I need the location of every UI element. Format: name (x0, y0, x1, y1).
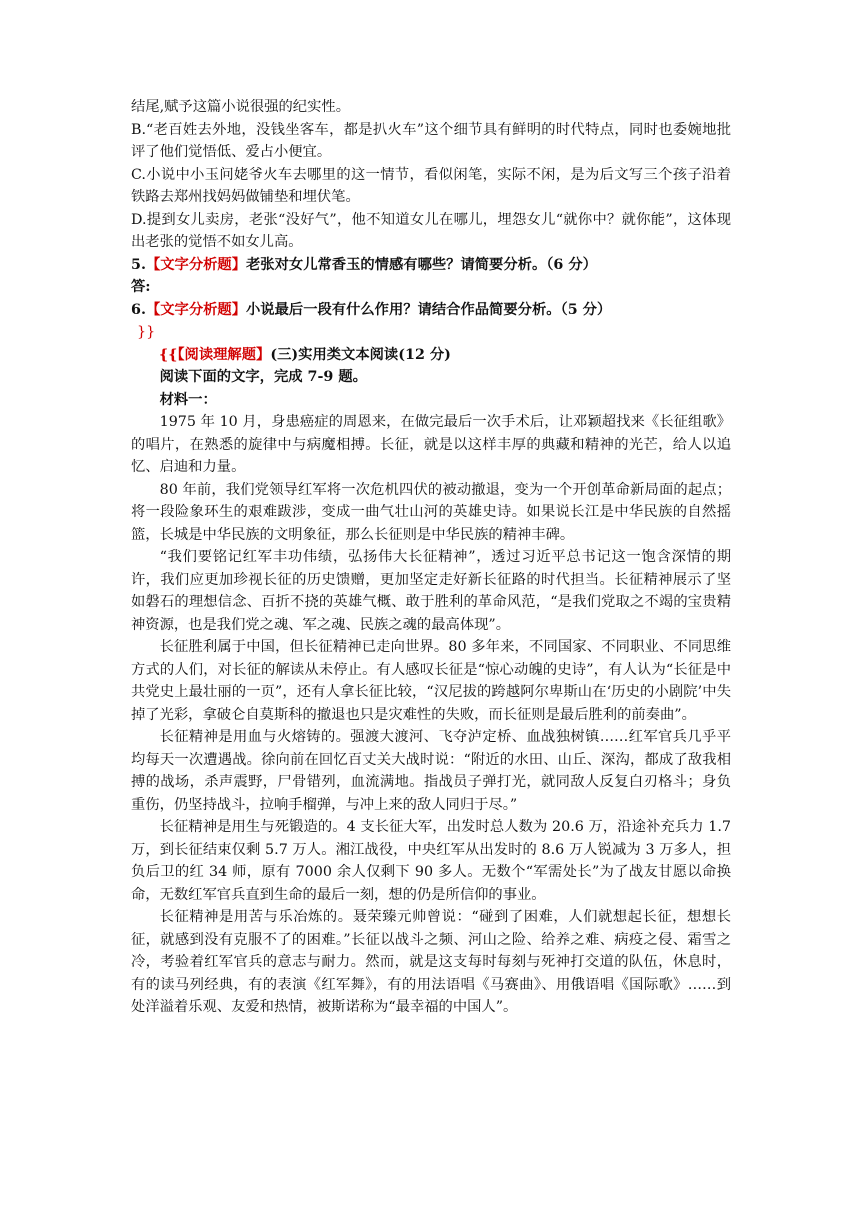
option-b: B.“老百姓去外地，没钱坐客车，都是扒火车”这个细节具有鲜明的时代特点，同时也委婉地批评了他们觉悟低、爱占小便宜。 (131, 121, 731, 160)
section-tag: 【阅读理解题】 (177, 346, 271, 363)
question-5-text: 老张对女儿常香玉的情感有哪些？请简要分析。（6 分） (246, 256, 597, 273)
question-5-number: 5. (131, 256, 146, 273)
option-c: C.小说中小玉问姥爷火车去哪里的这一情节，看似闲笔，实际不闲，是为后文写三个孩子沿着铁路去郑州找妈妈做铺垫和埋伏笔。 (131, 166, 731, 205)
question-6-text: 小说最后一段有什么作用？请结合作品简要分析。（5 分） (246, 301, 612, 318)
option-d: D.提到女儿卖房，老张“没好气”，他不知道女儿在哪儿，埋怨女儿“就你中？就你能”，这体现出老张的觉悟不如女儿高。 (131, 211, 731, 250)
paragraph-3: “我们要铭记红军丰功伟绩，弘扬伟大长征精神”，透过习近平总书记这一饱含深情的期许，我们应更加珍视长征的历史馈赠，更加坚定走好新长征路的时代担当。长征精神展示了坚如磐石的理想信念、百折不挠的英雄气概、敢于胜利的革命风范，“是我们党取之不竭的宝贵精神资源，也是我们党之魂、军之魂、民族之魂的最高体现”。 (131, 549, 731, 633)
section-heading (131, 344, 731, 367)
question-6 (131, 299, 731, 322)
paragraph-2: 80 年前，我们党领导红军将一次危机四伏的被动撤退，变为一个开创革命新局面的起点；将一段险象环生的艰难跋涉，变成一曲气壮山河的英雄史诗。如果说长江是中华民族的自然摇篮，长城是中华民族的文明象征，那么长征则是中华民族的精神丰碑。 (131, 481, 731, 543)
paragraph-7: 长征精神是用苦与乐冶炼的。聂荣臻元帅曾说：“碰到了困难，人们就想起长征，想想长征，就感到没有克服不了的困难。”长征以战斗之频、河山之险、给养之难、病疫之侵、霜雪之冷，考验着红军官兵的意志与耐力。然而，就是这支每时每刻与死神打交道的队伍，休息时，有的读马列经典，有的表演《红军舞》，有的用法语唱《马赛曲》、用俄语唱《国际歌》……到处洋溢着乐观、友爱和热情，被斯诺称为“最幸福的中国人”。 (131, 909, 731, 1015)
paragraph-1: 1975 年 10 月，身患癌症的周恩来，在做完最后一次手术后，让邓颖超找来《长征组歌》的唱片，在熟悉的旋律中与病魔相搏。长征，就是以这样丰厚的典藏和精神的光芒，给人以追忆、启迪和力量。 (131, 414, 731, 475)
paragraph-5: 长征精神是用血与火熔铸的。强渡大渡河、飞夺泸定桥、血战独树镇……红军官兵几乎平均每天一次遭遇战。徐向前在回忆百丈关大战时说：“附近的水田、山丘、深沟，都成了敌我相搏的战场，杀声震野，尸骨错列，血流满地。指战员子弹打光，就同敌人反复白刃格斗；身负重伤，仍坚持战斗，拉响手榴弹，与冲上来的敌人同归于尽。” (131, 729, 731, 813)
question-5-tag: 【文字分析题】 (145, 256, 247, 273)
section-open-braces: {{ (159, 346, 178, 363)
closing-braces: }} (137, 324, 156, 340)
question-5 (131, 254, 731, 277)
paragraph-4: 长征胜利属于中国，但长征精神已走向世界。80 多年来，不同国家、不同职业、不同思维方式的人们，对长征的解读从未停止。有人感叹长征是“惊心动魄的史诗”，有人认为“长征是中共党史上最壮丽的一页”，还有人拿长征比较，“汉尼拔的跨越阿尔卑斯山在‘历史的小剧院’中失掉了光彩，拿破仑自莫斯科的撤退也只是灾难性的失败，而长征则是最后胜利的前奏曲”。 (131, 639, 731, 723)
section-title: (三)实用类文本阅读(12 分) (270, 346, 451, 363)
answer-label: 答: (131, 279, 151, 295)
question-6-number: 6. (131, 301, 146, 318)
top-continuation: 结尾,赋予这篇小说很强的纪实性。 (131, 99, 350, 115)
instruction: 阅读下面的文字，完成 7-9 题。 (159, 369, 367, 385)
document-page (131, 96, 731, 1019)
paragraph-6: 长征精神是用生与死锻造的。4 支长征大军，出发时总人数为 20.6 万，沿途补充兵力 1.7 万，到长征结束仅剩 5.7 万人。湘江战役，中央红军从出发时的 8.6 万人锐减为 3 万多人，担负后卫的红 34 师，原有 7000 余人仅剩下 90 多人。无数个“军需处长”为了战友甘愿以命换命，无数红军官兵直到生命的最后一刻，想的仍是所信仰的事业。 (131, 819, 731, 903)
material-label: 材料一： (159, 391, 217, 408)
question-6-tag: 【文字分析题】 (145, 301, 247, 318)
